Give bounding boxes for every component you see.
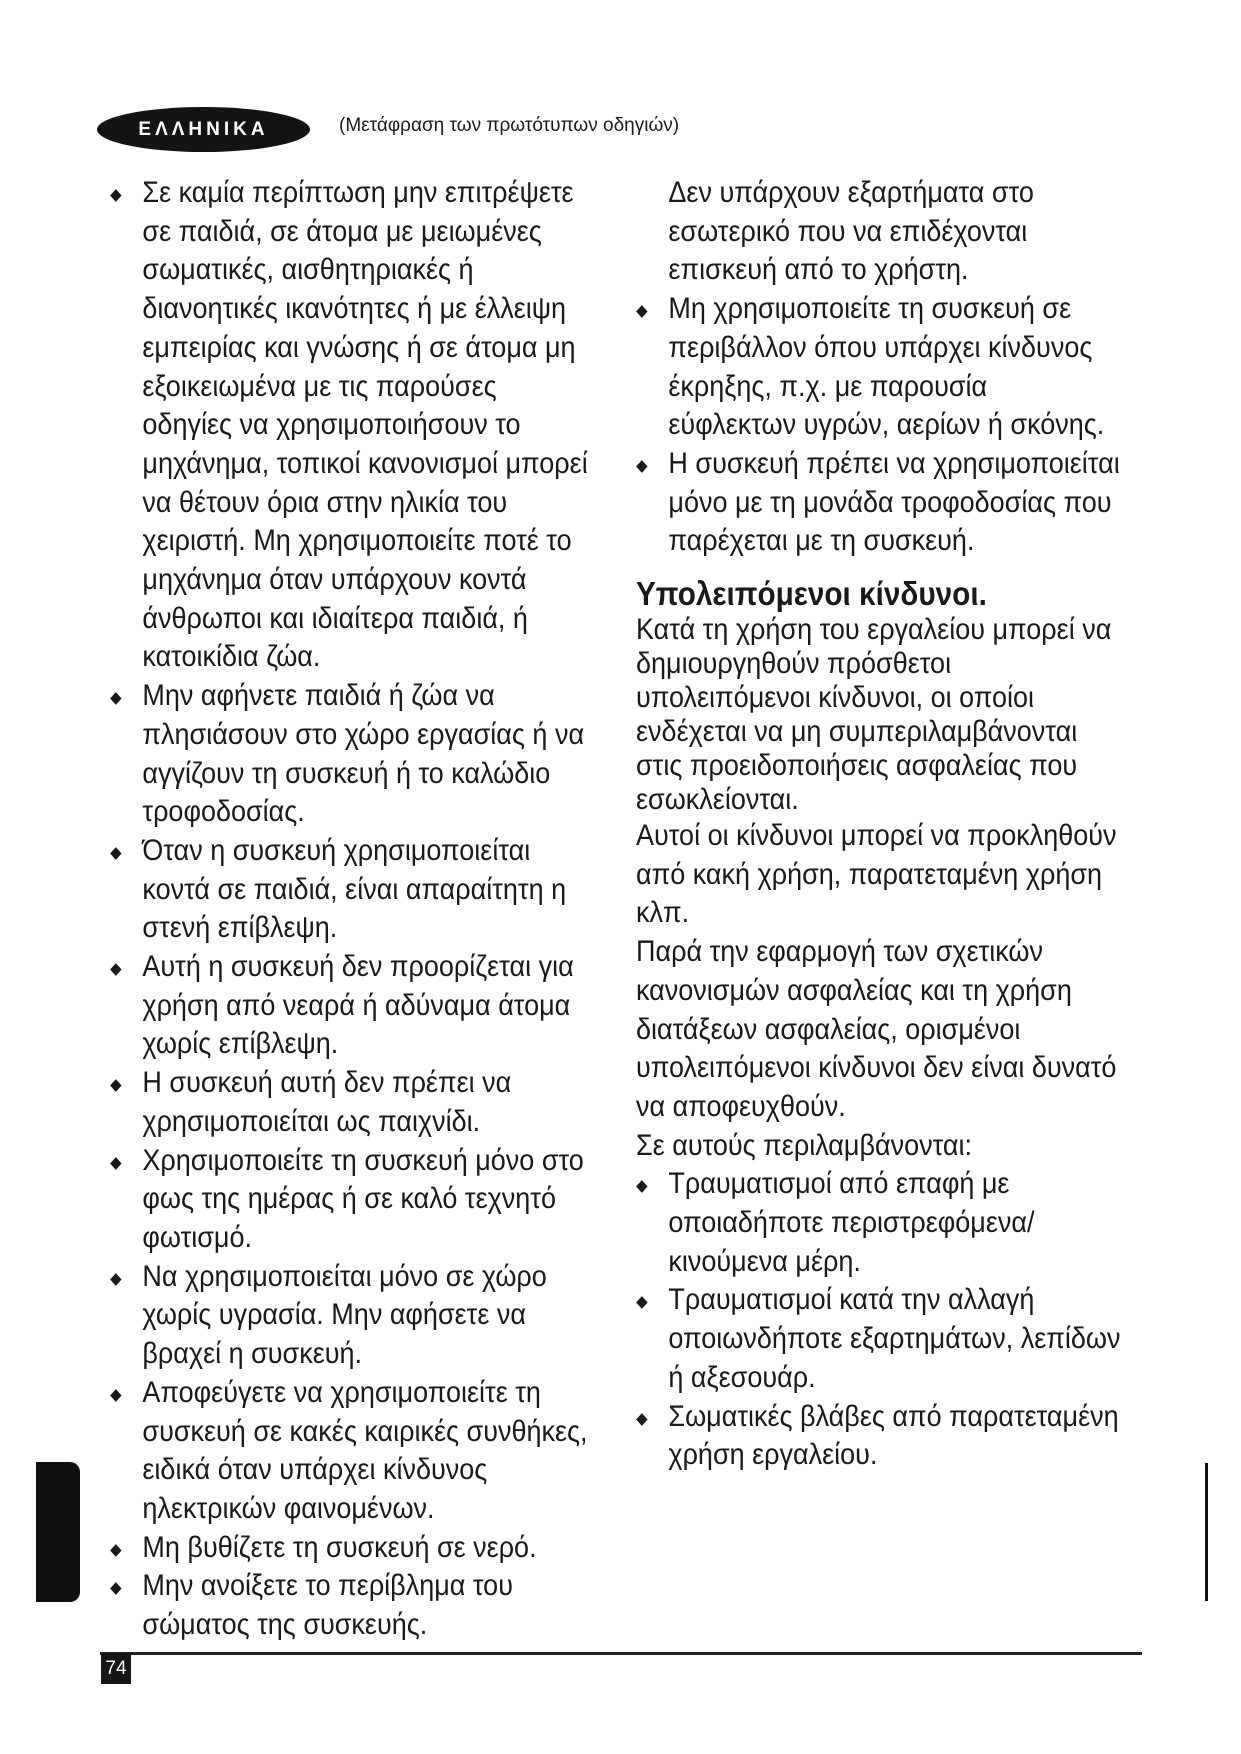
diamond-bullet-icon: [110, 1079, 121, 1092]
diamond-bullet-icon: [110, 1544, 121, 1557]
safety-list: [110, 174, 592, 1645]
diamond-bullet-icon: [110, 847, 121, 860]
language-label: ΕΛΛΗΝΙΚΑ: [138, 118, 269, 140]
list-item: Σε καμία περίπτωση μην επιτρέψετε σε παιδιά, σε άτομα με μειωμένες σωματικές, αισθητηριακές ή διανοητικές ικανότητες ή με έλλειψη εμπειρίας και γνώσης ή σε άτομα μη εξοικειωμένα με τις παρούσες οδηγίες να χρησιμοποιήσουν το μηχάνημα, τοπικοί κανονισμοί μπορεί να θέτουν όρια στην ηλικία του χειριστή. Μη χρησιμοποιείτε ποτέ το μηχάνημα όταν υπάρχουν κοντά άνθρωποι και ιδιαίτερα παιδιά, ή κατοικίδια ζώα.: [110, 174, 592, 677]
paragraph: Παρά την εφαρμογή των σχετικών κανονισμών ασφαλείας και τη χρήση διατάξεων ασφαλείας, ορισμένοι υπολειπόμενοι κίνδυνοι δεν είναι δυνατό να αποφευχθούν.: [636, 935, 1117, 1123]
list-item: Μη χρησιμοποιείτε τη συσκευή σε περιβάλλον όπου υπάρχει κίνδυνος έκρηξης, π.χ. με παρουσία εύφλεκτων υγρών, αερίων ή σκόνης.: [636, 290, 1122, 445]
list-item: Αυτή η συσκευή δεν προορίζεται για χρήση από νεαρά ή αδύναμα άτομα χωρίς επίβλεψη.: [110, 948, 592, 1064]
paragraph: Σε αυτούς περιλαμβάνονται:: [636, 1128, 973, 1162]
page-number: 74: [101, 1653, 131, 1684]
paragraph: Αυτοί οι κίνδυνοι μπορεί να προκληθούν από κακή χρήση, παρατεταμένη χρήση κλπ.: [636, 819, 1117, 930]
list-item: Μη βυθίζετε τη συσκευή σε νερό.: [110, 1529, 592, 1568]
list-item: Να χρησιμοποιείται μόνο σε χώρο χωρίς υγρασία. Μην αφήσετε να βραχεί η συσκευή.: [110, 1258, 592, 1374]
list-item: Η συσκευή πρέπει να χρησιμοποιείται μόνο με τη μονάδα τροφοδοσίας που παρέχεται με τη συσκευή.: [636, 445, 1122, 561]
footer-rule: [100, 1652, 1142, 1655]
list-item: Τραυματισμοί κατά την αλλαγή οποιωνδήποτε εξαρτημάτων, λεπίδων ή αξεσουάρ.: [636, 1281, 1122, 1397]
paragraph: Κατά τη χρήση του εργαλείου μπορεί να δημιουργηθούν πρόσθετοι υπολειπόμενοι κίνδυνοι, οι οποίοι ενδέχεται να μη συμπεριλαμβάνονται στις προειδοποιήσεις ασφαλείας που εσωκλείονται.: [636, 613, 1112, 817]
diamond-bullet-icon: [110, 963, 121, 976]
list-item: Η συσκευή αυτή δεν πρέπει να χρησιμοποιείται ως παιχνίδι.: [110, 1064, 592, 1141]
list-item: Χρησιμοποιείτε τη συσκευή μόνο στο φως της ημέρας ή σε καλό τεχνητό φωτισμό.: [110, 1142, 592, 1258]
translation-note: (Μετάφραση των πρωτότυπων οδηγιών): [339, 115, 680, 136]
diamond-bullet-icon: [636, 305, 647, 318]
diamond-bullet-icon: [110, 1582, 121, 1595]
diamond-bullet-icon: [110, 692, 121, 705]
list-item: Μην αφήνετε παιδιά ή ζώα να πλησιάσουν στο χώρο εργασίας ή να αγγίζουν τη συσκευή ή το καλώδιο τροφοδοσίας.: [110, 677, 592, 832]
diamond-bullet-icon: [636, 1297, 647, 1310]
diamond-bullet-icon: [636, 460, 647, 473]
left-column: [110, 174, 592, 1645]
right-column: [636, 174, 1122, 1475]
list-item: Σωματικές βλάβες από παρατεταμένη χρήση εργαλείου.: [636, 1398, 1122, 1475]
diamond-bullet-icon: [110, 1273, 121, 1286]
safety-list-continued: [636, 290, 1122, 561]
diamond-bullet-icon: [110, 1157, 121, 1170]
list-item: Μην ανοίξετε το περίβλημα του σώματος της συσκευής.: [110, 1567, 592, 1644]
risk-list: [636, 1165, 1122, 1475]
edge-marker: [1205, 1463, 1208, 1601]
diamond-bullet-icon: [110, 189, 121, 202]
diamond-bullet-icon: [110, 1389, 121, 1402]
section-title: Υπολειπόμενοι κίνδυνοι.: [636, 575, 987, 613]
list-item: Τραυματισμοί από επαφή με οποιαδήποτε περιστρεφόμενα/ κινούμενα μέρη.: [636, 1165, 1122, 1281]
list-item: Όταν η συσκευή χρησιμοποιείται κοντά σε παιδιά, είναι απαραίτητη η στενή επίβλεψη.: [110, 832, 592, 948]
continued-text: Δεν υπάρχουν εξαρτήματα στο εσωτερικό που να επιδέχονται επισκευή από το χρήστη.: [668, 176, 1034, 287]
section-tab-marker: [36, 1462, 80, 1602]
diamond-bullet-icon: [636, 1180, 647, 1193]
language-badge: [97, 107, 310, 152]
list-item: Αποφεύγετε να χρησιμοποιείτε τη συσκευή σε κακές καιρικές συνθήκες, ειδικά όταν υπάρχει κίνδυνος ηλεκτρικών φαινομένων.: [110, 1374, 592, 1529]
diamond-bullet-icon: [636, 1413, 647, 1426]
